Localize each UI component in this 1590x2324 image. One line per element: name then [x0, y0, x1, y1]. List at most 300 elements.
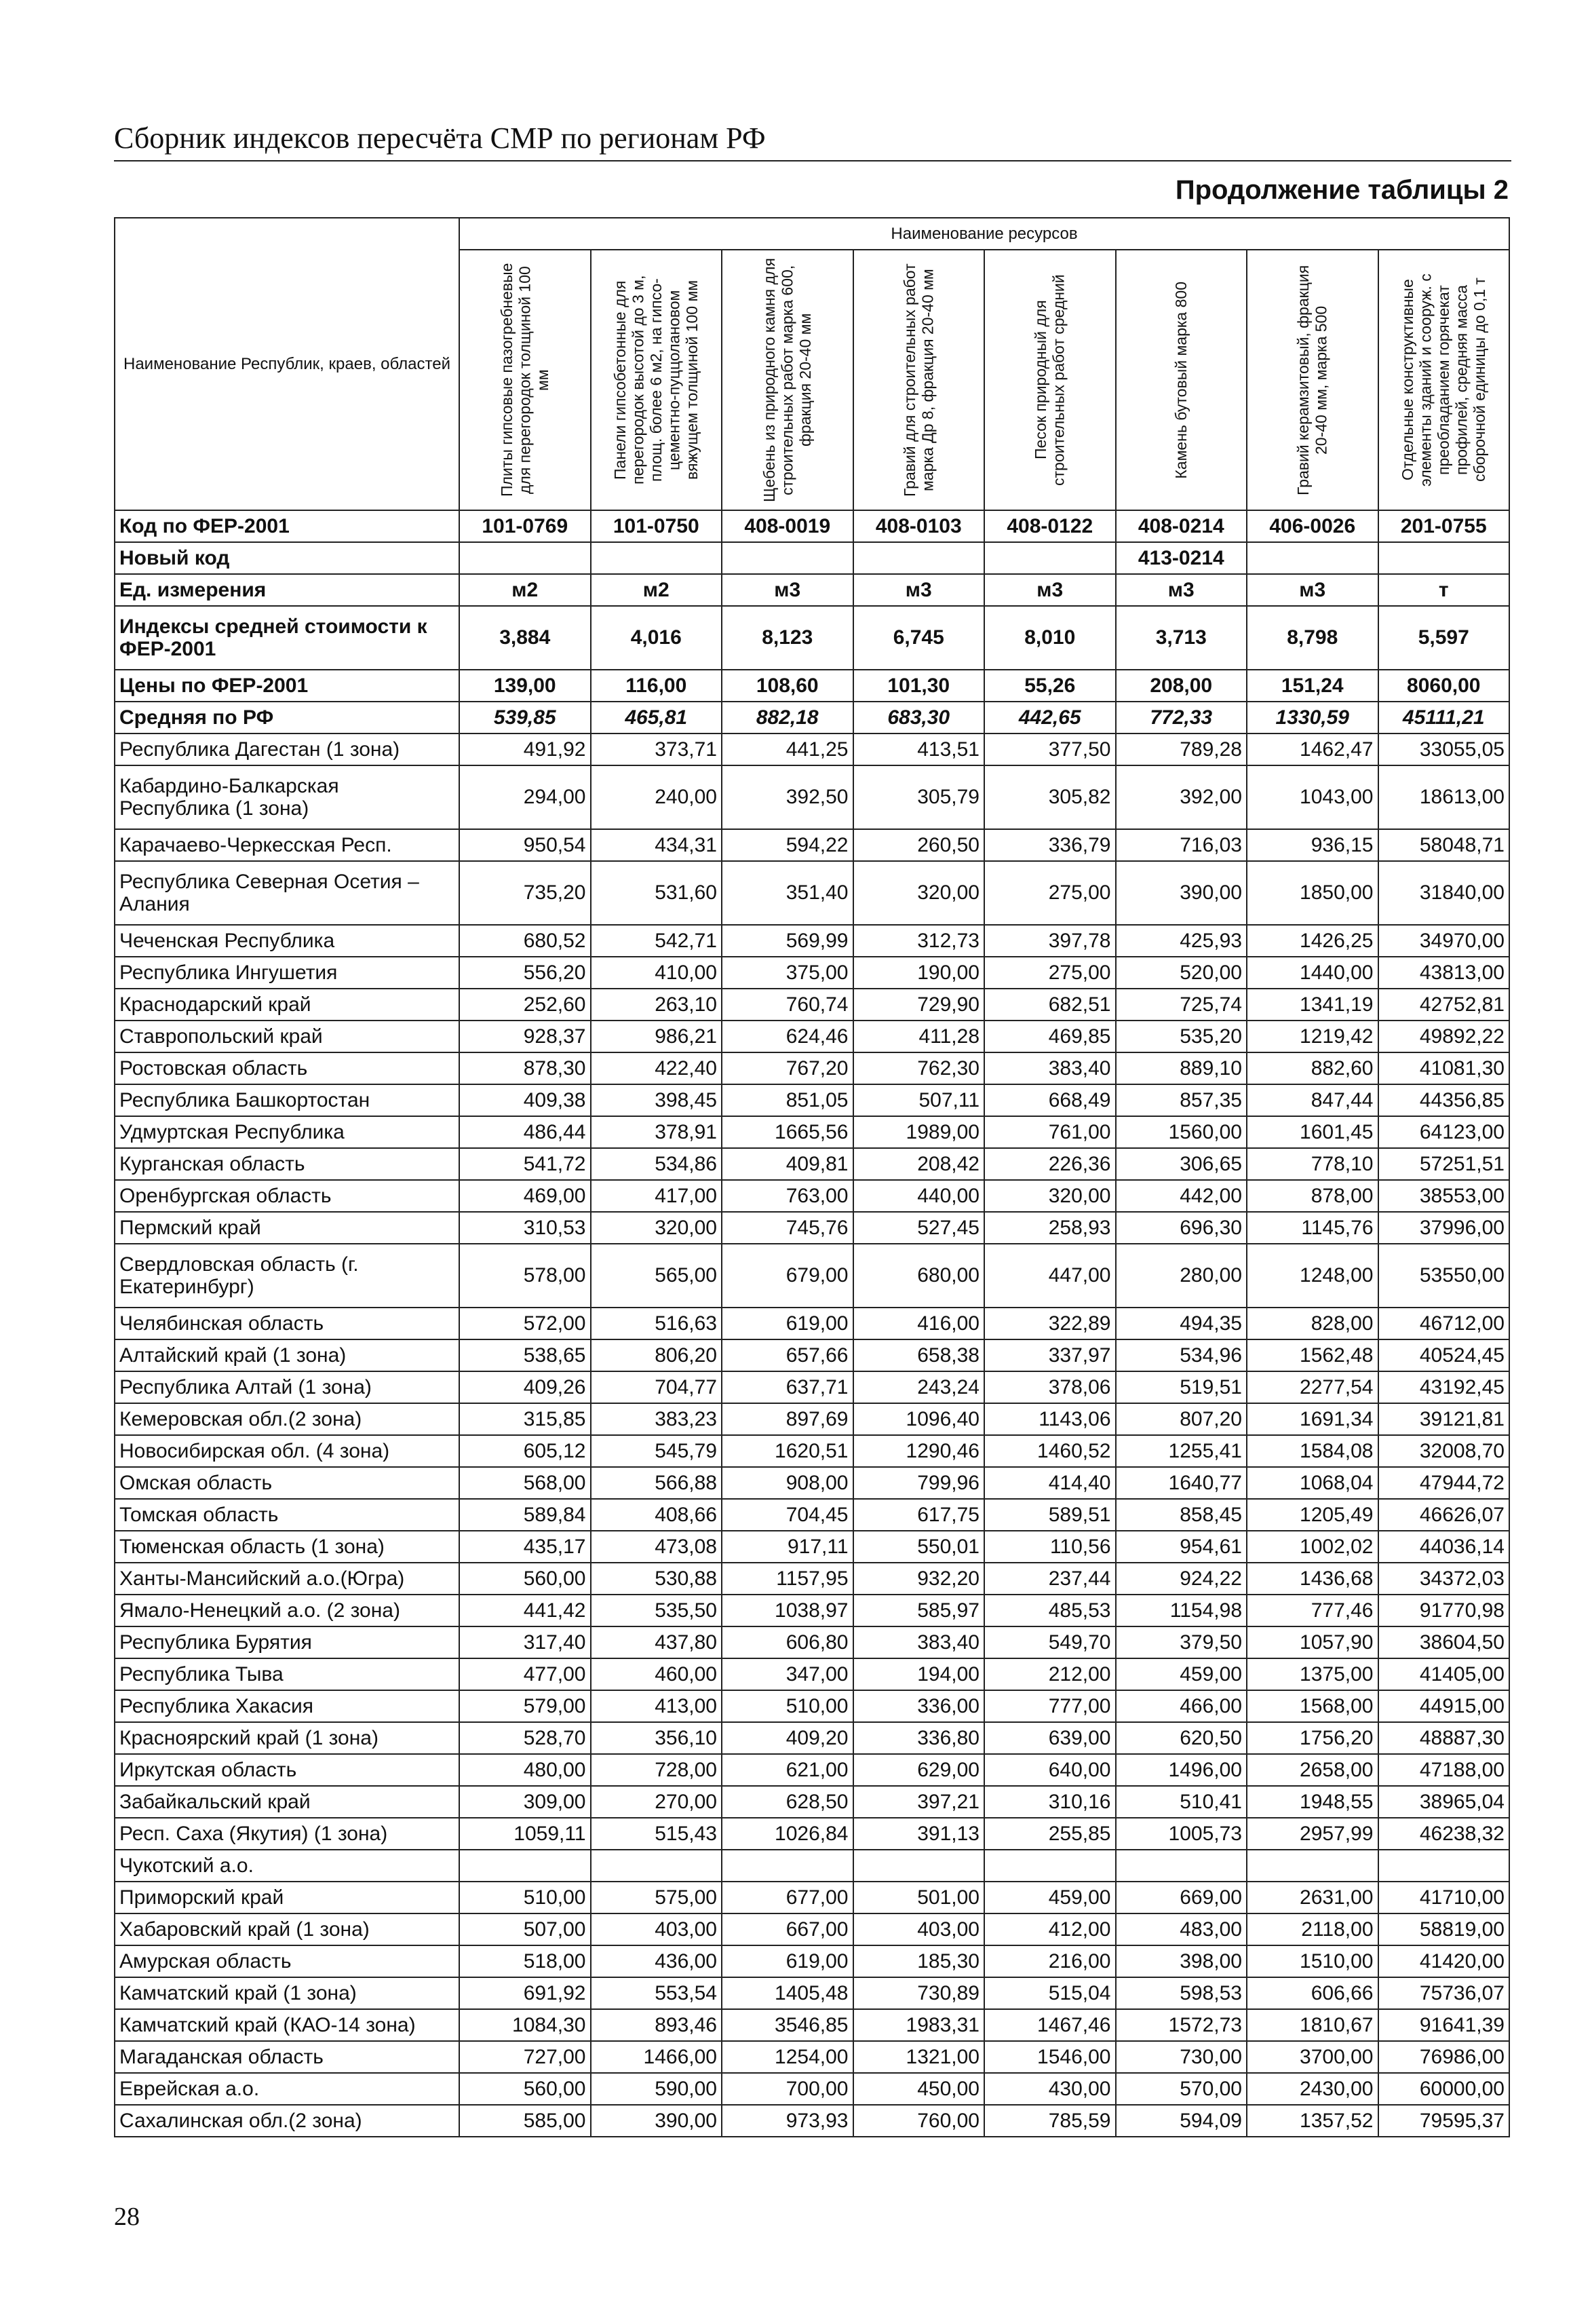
table-cell — [722, 1850, 853, 1882]
table-cell: 535,20 — [1116, 1021, 1247, 1052]
table-cell: 38965,04 — [1378, 1786, 1510, 1818]
table-cell: 442,00 — [1116, 1180, 1247, 1212]
table-cell: 397,21 — [853, 1786, 985, 1818]
table-cell: 799,96 — [853, 1467, 985, 1499]
region-name: Сахалинская обл.(2 зона) — [115, 2105, 459, 2137]
table-cell — [853, 1850, 985, 1882]
table-cell: 110,56 — [984, 1531, 1116, 1563]
table-cell: 44915,00 — [1378, 1690, 1510, 1722]
table-cell: 785,59 — [984, 2105, 1116, 2137]
resources-group-header: Наименование ресурсов — [459, 218, 1509, 250]
table-cell: 1145,76 — [1247, 1212, 1378, 1244]
table-cell: 8,010 — [984, 606, 1116, 670]
table-row — [115, 734, 1509, 765]
table-cell — [459, 542, 591, 574]
table-cell: 39121,81 — [1378, 1403, 1510, 1435]
table-cell: 682,51 — [984, 989, 1116, 1021]
table-header-row — [115, 606, 1509, 670]
table-cell: 683,30 — [853, 702, 985, 734]
table-cell: 436,00 — [591, 1945, 722, 1977]
table-cell: 950,54 — [459, 829, 591, 861]
table-cell: 336,80 — [853, 1722, 985, 1754]
table-cell: 336,00 — [853, 1690, 985, 1722]
table-cell: 417,00 — [591, 1180, 722, 1212]
region-name: Республика Северная Осетия – Алания — [115, 861, 459, 925]
region-name: Хабаровский край (1 зона) — [115, 1913, 459, 1945]
table-cell — [984, 1850, 1116, 1882]
table-cell: 568,00 — [459, 1467, 591, 1499]
table-cell: 410,00 — [591, 957, 722, 989]
resource-column-header — [1378, 250, 1510, 510]
table-cell: 510,41 — [1116, 1786, 1247, 1818]
table-cell: 60000,00 — [1378, 2073, 1510, 2105]
table-cell: 116,00 — [591, 670, 722, 702]
table-cell — [591, 1850, 722, 1882]
table-cell: 8,123 — [722, 606, 853, 670]
table-header-row — [115, 510, 1509, 542]
region-name: Тюменская область (1 зона) — [115, 1531, 459, 1563]
table-cell: 226,36 — [984, 1148, 1116, 1180]
table-cell: 704,45 — [722, 1499, 853, 1531]
table-cell: 527,45 — [853, 1212, 985, 1244]
region-name: Ед. измерения — [115, 574, 459, 606]
table-cell: 38553,00 — [1378, 1180, 1510, 1212]
table-cell: 539,85 — [459, 702, 591, 734]
table-cell: 320,00 — [853, 861, 985, 925]
table-row — [115, 1021, 1509, 1052]
table-cell: 518,00 — [459, 1945, 591, 1977]
table-cell: 403,00 — [591, 1913, 722, 1945]
table-cell: 545,79 — [591, 1435, 722, 1467]
table-cell: 908,00 — [722, 1467, 853, 1499]
resource-column-header — [459, 250, 591, 510]
table-cell: 528,70 — [459, 1722, 591, 1754]
region-name: Курганская область — [115, 1148, 459, 1180]
resource-column-label: Гравий керамзитовый, фракция 20-40 мм, марка 500 — [1294, 265, 1330, 495]
table-cell: 520,00 — [1116, 957, 1247, 989]
table-cell: 305,79 — [853, 765, 985, 829]
table-cell: 422,40 — [591, 1052, 722, 1084]
table-cell: 560,00 — [459, 2073, 591, 2105]
table-cell: 1584,08 — [1247, 1435, 1378, 1467]
table-cell: 2658,00 — [1247, 1754, 1378, 1786]
table-cell: 378,06 — [984, 1371, 1116, 1403]
table-cell: 375,00 — [722, 957, 853, 989]
table-cell: 447,00 — [984, 1244, 1116, 1308]
table-cell: 322,89 — [984, 1308, 1116, 1339]
table-cell: 882,60 — [1247, 1052, 1378, 1084]
region-name: Код по ФЕР-2001 — [115, 510, 459, 542]
table-row — [115, 1403, 1509, 1435]
region-name: Еврейская а.о. — [115, 2073, 459, 2105]
table-cell: 1989,00 — [853, 1116, 985, 1148]
table-cell: 679,00 — [722, 1244, 853, 1308]
table-cell: 416,00 — [853, 1308, 985, 1339]
region-name: Томская область — [115, 1499, 459, 1531]
table-cell: 628,50 — [722, 1786, 853, 1818]
table-cell: 857,35 — [1116, 1084, 1247, 1116]
resource-column-header — [984, 250, 1116, 510]
table-cell: 43192,45 — [1378, 1371, 1510, 1403]
table-cell: 1043,00 — [1247, 765, 1378, 829]
table-cell: м3 — [984, 574, 1116, 606]
region-column-header: Наименование Республик, краев, областей — [115, 218, 459, 510]
table-cell: 1426,25 — [1247, 925, 1378, 957]
region-name: Оренбургская область — [115, 1180, 459, 1212]
table-cell: м3 — [853, 574, 985, 606]
table-cell: 275,00 — [984, 957, 1116, 989]
table-cell: 280,00 — [1116, 1244, 1247, 1308]
table-cell: 53550,00 — [1378, 1244, 1510, 1308]
table-cell: 6,745 — [853, 606, 985, 670]
table-cell: 589,51 — [984, 1499, 1116, 1531]
region-name: Чеченская Республика — [115, 925, 459, 957]
region-name: Ростовская область — [115, 1052, 459, 1084]
table-cell: 8060,00 — [1378, 670, 1510, 702]
resource-column-header — [722, 250, 853, 510]
table-cell: 538,65 — [459, 1339, 591, 1371]
region-name: Республика Ингушетия — [115, 957, 459, 989]
table-cell: 590,00 — [591, 2073, 722, 2105]
table-row — [115, 2009, 1509, 2041]
table-cell: 310,53 — [459, 1212, 591, 1244]
table-cell: 519,51 — [1116, 1371, 1247, 1403]
table-cell: 413,00 — [591, 1690, 722, 1722]
table-cell: 691,92 — [459, 1977, 591, 2009]
table-cell: 75736,07 — [1378, 1977, 1510, 2009]
table-cell: 252,60 — [459, 989, 591, 1021]
table-cell: 315,85 — [459, 1403, 591, 1435]
table-header-row — [115, 542, 1509, 574]
region-name: Иркутская область — [115, 1754, 459, 1786]
table-cell: 37996,00 — [1378, 1212, 1510, 1244]
table-row — [115, 1180, 1509, 1212]
table-cell: 1850,00 — [1247, 861, 1378, 925]
table-cell: 5,597 — [1378, 606, 1510, 670]
table-cell: 617,75 — [853, 1499, 985, 1531]
table-cell: 275,00 — [984, 861, 1116, 925]
table-cell: 549,70 — [984, 1626, 1116, 1658]
table-cell: 761,00 — [984, 1116, 1116, 1148]
table-cell: 936,15 — [1247, 829, 1378, 861]
table-cell: 409,20 — [722, 1722, 853, 1754]
table-cell: 1601,45 — [1247, 1116, 1378, 1148]
table-cell: 3546,85 — [722, 2009, 853, 2041]
table-cell: 1059,11 — [459, 1818, 591, 1850]
resource-column-label: Щебень из природного камня для строительных работ марка 600, фракция 20-40 мм — [760, 258, 814, 502]
table-cell: 534,96 — [1116, 1339, 1247, 1371]
table-row — [115, 829, 1509, 861]
table-cell: 64123,00 — [1378, 1116, 1510, 1148]
table-cell: 542,71 — [591, 925, 722, 957]
table-cell: 57251,51 — [1378, 1148, 1510, 1180]
table-cell: 882,18 — [722, 702, 853, 734]
running-title: Сборник индексов пересчёта СМР по регионам РФ — [114, 121, 766, 155]
table-cell: м3 — [1116, 574, 1247, 606]
table-cell: 190,00 — [853, 957, 985, 989]
table-cell: 425,93 — [1116, 925, 1247, 957]
table-cell: 620,50 — [1116, 1722, 1247, 1754]
table-cell: 639,00 — [984, 1722, 1116, 1754]
table-cell: 336,79 — [984, 829, 1116, 861]
table-cell: 585,97 — [853, 1595, 985, 1626]
table-cell: 41710,00 — [1378, 1882, 1510, 1913]
table-row — [115, 1084, 1509, 1116]
table-cell: 1810,67 — [1247, 2009, 1378, 2041]
table-cell: 390,00 — [591, 2105, 722, 2137]
region-name: Магаданская область — [115, 2041, 459, 2073]
table-cell: 356,10 — [591, 1722, 722, 1754]
table-cell: 47944,72 — [1378, 1467, 1510, 1499]
table-header-row — [115, 702, 1509, 734]
table-row — [115, 1052, 1509, 1084]
table-row — [115, 1467, 1509, 1499]
table-cell: 306,65 — [1116, 1148, 1247, 1180]
table-cell: 566,88 — [591, 1467, 722, 1499]
table-cell: 1026,84 — [722, 1818, 853, 1850]
table-cell: 41420,00 — [1378, 1945, 1510, 1977]
table-cell: 383,23 — [591, 1403, 722, 1435]
table-cell: 58819,00 — [1378, 1913, 1510, 1945]
table-cell: 531,60 — [591, 861, 722, 925]
region-name: Свердловская область (г. Екатеринбург) — [115, 1244, 459, 1308]
header-rule — [114, 160, 1511, 161]
table-cell: 668,49 — [984, 1084, 1116, 1116]
table-cell: 392,00 — [1116, 765, 1247, 829]
table-cell: 237,44 — [984, 1563, 1116, 1595]
table-cell: 560,00 — [459, 1563, 591, 1595]
table-cell: 41405,00 — [1378, 1658, 1510, 1690]
table-cell: 34372,03 — [1378, 1563, 1510, 1595]
table-cell: 1405,48 — [722, 1977, 853, 2009]
table-cell: 34970,00 — [1378, 925, 1510, 957]
region-name: Челябинская область — [115, 1308, 459, 1339]
table-cell: 408-0122 — [984, 510, 1116, 542]
table-cell: 2631,00 — [1247, 1882, 1378, 1913]
resource-column-label: Плиты гипсовые пазогребневые для перегородок толщиной 100 мм — [498, 263, 551, 497]
table-cell: 31840,00 — [1378, 861, 1510, 925]
table-cell: 201-0755 — [1378, 510, 1510, 542]
region-name: Цены по ФЕР-2001 — [115, 670, 459, 702]
table-cell: 1057,90 — [1247, 1626, 1378, 1658]
table-cell: 255,85 — [984, 1818, 1116, 1850]
table-cell: 716,03 — [1116, 829, 1247, 861]
table-cell: 657,66 — [722, 1339, 853, 1371]
table-row — [115, 1308, 1509, 1339]
region-name: Республика Башкортостан — [115, 1084, 459, 1116]
table-cell: 469,85 — [984, 1021, 1116, 1052]
table-cell: 139,00 — [459, 670, 591, 702]
table-header-row — [115, 574, 1509, 606]
table-cell: 1462,47 — [1247, 734, 1378, 765]
table-cell: 917,11 — [722, 1531, 853, 1563]
table-cell: 480,00 — [459, 1754, 591, 1786]
table-cell: 91770,98 — [1378, 1595, 1510, 1626]
table-cell: 1157,95 — [722, 1563, 853, 1595]
region-name: Ставропольский край — [115, 1021, 459, 1052]
table-cell: 212,00 — [984, 1658, 1116, 1690]
table-row — [115, 1850, 1509, 1882]
table-cell: 1375,00 — [1247, 1658, 1378, 1690]
region-name: Республика Тыва — [115, 1658, 459, 1690]
table-cell: 379,50 — [1116, 1626, 1247, 1658]
table-row — [115, 1913, 1509, 1945]
table-cell: 556,20 — [459, 957, 591, 989]
table-cell: 1038,97 — [722, 1595, 853, 1626]
table-cell: 194,00 — [853, 1658, 985, 1690]
table-cell: т — [1378, 574, 1510, 606]
table-cell: 91641,39 — [1378, 2009, 1510, 2041]
table-cell: 409,26 — [459, 1371, 591, 1403]
region-name: Республика Алтай (1 зона) — [115, 1371, 459, 1403]
table-cell: 669,00 — [1116, 1882, 1247, 1913]
table-cell: 1154,98 — [1116, 1595, 1247, 1626]
table-cell: 1254,00 — [722, 2041, 853, 2073]
table-cell: 605,12 — [459, 1435, 591, 1467]
table-cell: 893,46 — [591, 2009, 722, 2041]
table-cell: 806,20 — [591, 1339, 722, 1371]
page-number: 28 — [114, 2203, 140, 2231]
table-cell: 310,16 — [984, 1786, 1116, 1818]
table-cell: 973,93 — [722, 2105, 853, 2137]
table-cell: 414,40 — [984, 1467, 1116, 1499]
table-cell: 1068,04 — [1247, 1467, 1378, 1499]
table-cell: 851,05 — [722, 1084, 853, 1116]
table-cell: 1640,77 — [1116, 1467, 1247, 1499]
region-name: Амурская область — [115, 1945, 459, 1977]
table-cell: 535,50 — [591, 1595, 722, 1626]
table-cell: 450,00 — [853, 2073, 985, 2105]
table-cell: 1321,00 — [853, 2041, 985, 2073]
table-cell: 347,00 — [722, 1658, 853, 1690]
table-cell: м2 — [591, 574, 722, 606]
region-name: Респ. Саха (Якутия) (1 зона) — [115, 1818, 459, 1850]
table-cell: 727,00 — [459, 2041, 591, 2073]
table-cell: 1255,41 — [1116, 1435, 1247, 1467]
table-cell: 337,97 — [984, 1339, 1116, 1371]
table-cell: 46626,07 — [1378, 1499, 1510, 1531]
table-cell: 459,00 — [984, 1882, 1116, 1913]
table-cell: 658,38 — [853, 1339, 985, 1371]
table-cell: 483,00 — [1116, 1913, 1247, 1945]
table-cell: 878,30 — [459, 1052, 591, 1084]
table-row — [115, 1722, 1509, 1754]
resource-column-header — [1116, 250, 1247, 510]
table-cell: 441,42 — [459, 1595, 591, 1626]
table-cell: 377,50 — [984, 734, 1116, 765]
table-row — [115, 1148, 1509, 1180]
table-cell: 569,99 — [722, 925, 853, 957]
table-cell: 589,84 — [459, 1499, 591, 1531]
table-cell: 216,00 — [984, 1945, 1116, 1977]
table-cell: 294,00 — [459, 765, 591, 829]
table-cell: 320,00 — [591, 1212, 722, 1244]
region-name: Удмуртская Республика — [115, 1116, 459, 1148]
resource-column-label: Панели гипсобетонные для перегородок высотой до 3 м, площ. более 6 м2, на гипсо-цементно-пуццолановом вяжущем толщиной 100 мм — [611, 275, 701, 485]
region-name: Пермский край — [115, 1212, 459, 1244]
table-row — [115, 1690, 1509, 1722]
table-cell: 897,69 — [722, 1403, 853, 1435]
table-cell: 373,71 — [591, 734, 722, 765]
table-cell: 32008,70 — [1378, 1435, 1510, 1467]
table-cell: 409,38 — [459, 1084, 591, 1116]
table-cell: 767,20 — [722, 1052, 853, 1084]
resource-column-header — [1247, 250, 1378, 510]
table-row — [115, 1531, 1509, 1563]
table-cell: 305,82 — [984, 765, 1116, 829]
table-cell: 735,20 — [459, 861, 591, 925]
table-cell: 1568,00 — [1247, 1690, 1378, 1722]
table-header-row — [115, 670, 1509, 702]
table-cell: 465,81 — [591, 702, 722, 734]
table-cell: 762,30 — [853, 1052, 985, 1084]
table-cell: 383,40 — [984, 1052, 1116, 1084]
table-cell: 258,93 — [984, 1212, 1116, 1244]
table-cell: 309,00 — [459, 1786, 591, 1818]
table-cell: 760,74 — [722, 989, 853, 1021]
table-cell: 696,30 — [1116, 1212, 1247, 1244]
table-cell: 510,00 — [459, 1882, 591, 1913]
table-cell: 101,30 — [853, 670, 985, 702]
table-cell: 76986,00 — [1378, 2041, 1510, 2073]
table-cell: 1143,06 — [984, 1403, 1116, 1435]
table-cell: 501,00 — [853, 1882, 985, 1913]
region-name: Красноярский край (1 зона) — [115, 1722, 459, 1754]
table-cell: 594,22 — [722, 829, 853, 861]
table-cell: 392,50 — [722, 765, 853, 829]
table-cell: 430,00 — [984, 2073, 1116, 2105]
region-name: Новосибирская обл. (4 зона) — [115, 1435, 459, 1467]
table-row — [115, 1563, 1509, 1595]
table-cell: 878,00 — [1247, 1180, 1378, 1212]
table-row — [115, 1499, 1509, 1531]
table-cell: 101-0750 — [591, 510, 722, 542]
resource-column-label: Песок природный для строительных работ средний — [1032, 274, 1068, 486]
table-cell: 1572,73 — [1116, 2009, 1247, 2041]
table-row — [115, 1435, 1509, 1467]
table-cell: 516,63 — [591, 1308, 722, 1339]
table-cell: 1467,46 — [984, 2009, 1116, 2041]
table-row — [115, 1626, 1509, 1658]
table-cell: 1496,00 — [1116, 1754, 1247, 1786]
table-cell: 572,00 — [459, 1308, 591, 1339]
table-row — [115, 989, 1509, 1021]
table-cell: 677,00 — [722, 1882, 853, 1913]
table-cell: 46712,00 — [1378, 1308, 1510, 1339]
table-cell: 208,42 — [853, 1148, 985, 1180]
table-cell — [459, 1850, 591, 1882]
table-cell: 390,00 — [1116, 861, 1247, 925]
table-cell: 8,798 — [1247, 606, 1378, 670]
table-cell: 18613,00 — [1378, 765, 1510, 829]
table-cell: 412,00 — [984, 1913, 1116, 1945]
table-cell: 578,00 — [459, 1244, 591, 1308]
region-name: Омская область — [115, 1467, 459, 1499]
table-cell: 397,78 — [984, 925, 1116, 957]
table-cell: 38604,50 — [1378, 1626, 1510, 1658]
table-cell: 640,00 — [984, 1754, 1116, 1786]
table-cell: 986,21 — [591, 1021, 722, 1052]
table-cell — [1116, 1850, 1247, 1882]
price-index-table — [114, 217, 1510, 2137]
table-cell: 725,74 — [1116, 989, 1247, 1021]
table-cell: 406-0026 — [1247, 510, 1378, 542]
table-cell: 44356,85 — [1378, 1084, 1510, 1116]
table-cell: 730,89 — [853, 1977, 985, 2009]
table-cell: 550,01 — [853, 1531, 985, 1563]
table-cell: 1560,00 — [1116, 1116, 1247, 1148]
table-cell: 621,00 — [722, 1754, 853, 1786]
